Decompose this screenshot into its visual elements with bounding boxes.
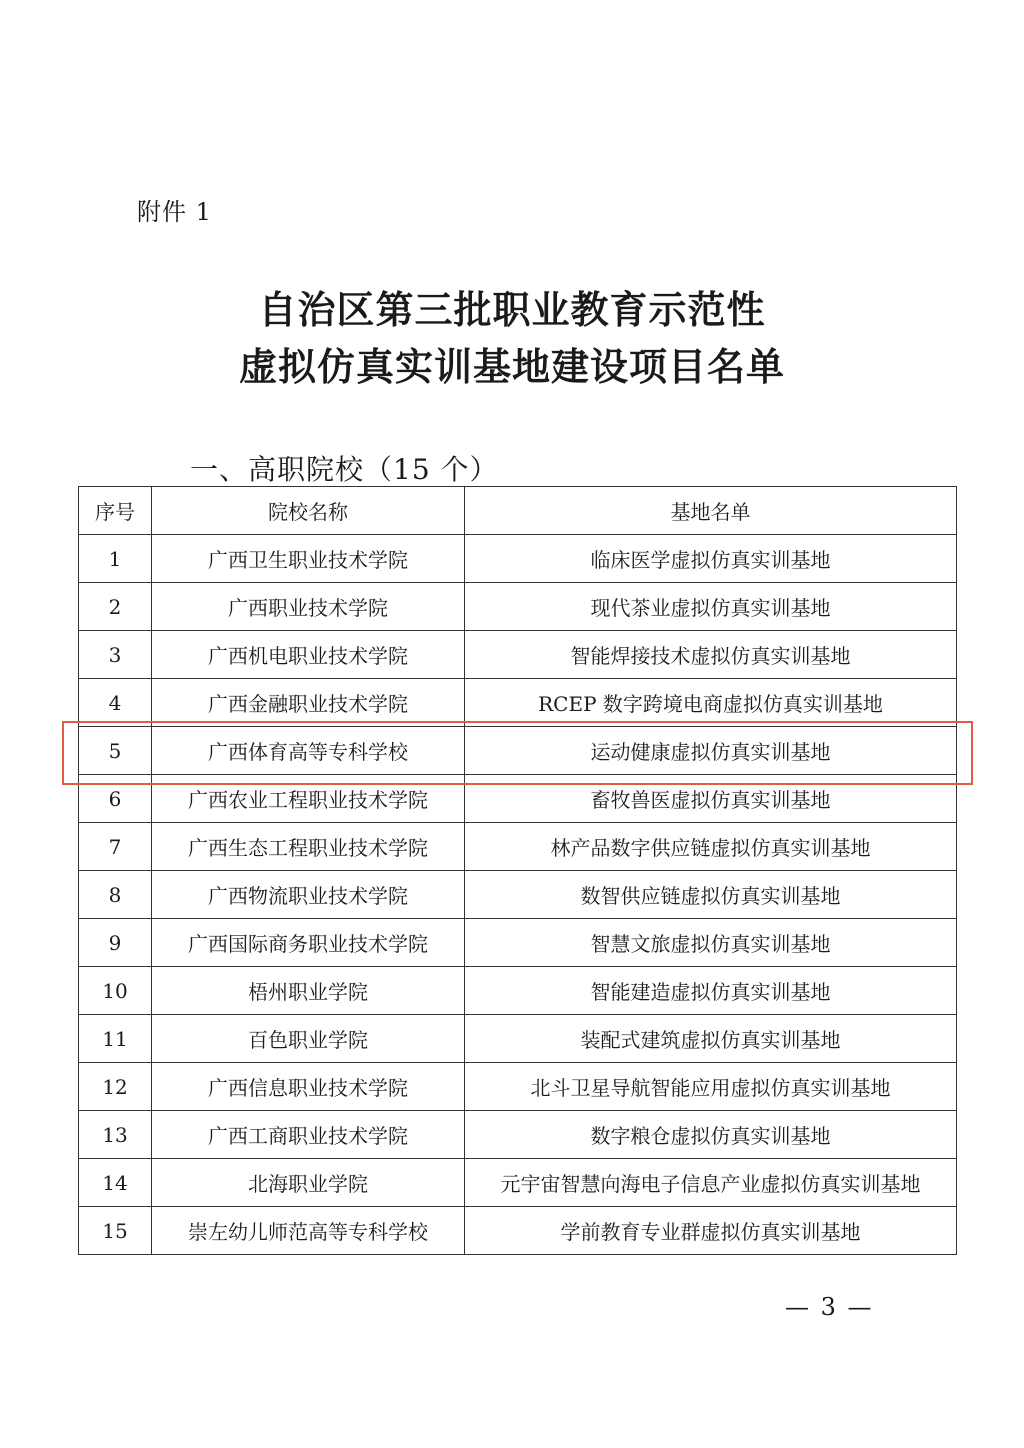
table-row xyxy=(79,1207,957,1255)
table-header-row xyxy=(79,487,957,535)
table-row xyxy=(79,1159,957,1207)
cell-serial-number: 10 xyxy=(79,967,152,1015)
cell-base-name: 北斗卫星导航智能应用虚拟仿真实训基地 xyxy=(465,1063,957,1111)
header-base-name: 基地名单 xyxy=(465,487,957,535)
cell-school-name: 广西机电职业技术学院 xyxy=(152,631,465,679)
table-row xyxy=(79,631,957,679)
cell-serial-number: 15 xyxy=(79,1207,152,1255)
cell-school-name: 广西物流职业技术学院 xyxy=(152,871,465,919)
cell-base-name: 林产品数字供应链虚拟仿真实训基地 xyxy=(465,823,957,871)
cell-serial-number: 5 xyxy=(79,727,152,775)
attachment-label: 附件 1 xyxy=(137,198,212,226)
cell-base-name: 智慧文旅虚拟仿真实训基地 xyxy=(465,919,957,967)
cell-base-name: RCEP 数字跨境电商虚拟仿真实训基地 xyxy=(465,679,957,727)
cell-serial-number: 9 xyxy=(79,919,152,967)
cell-base-name: 临床医学虚拟仿真实训基地 xyxy=(465,535,957,583)
cell-school-name: 崇左幼儿师范高等专科学校 xyxy=(152,1207,465,1255)
cell-base-name: 智能焊接技术虚拟仿真实训基地 xyxy=(465,631,957,679)
table-row xyxy=(79,823,957,871)
cell-school-name: 广西信息职业技术学院 xyxy=(152,1063,465,1111)
cell-serial-number: 14 xyxy=(79,1159,152,1207)
header-school-name: 院校名称 xyxy=(152,487,465,535)
cell-base-name: 智能建造虚拟仿真实训基地 xyxy=(465,967,957,1015)
cell-serial-number: 1 xyxy=(79,535,152,583)
cell-school-name: 百色职业学院 xyxy=(152,1015,465,1063)
cell-base-name: 元宇宙智慧向海电子信息产业虚拟仿真实训基地 xyxy=(465,1159,957,1207)
document-title-line-1: 自治区第三批职业教育示范性 xyxy=(258,287,766,332)
table-row xyxy=(79,1015,957,1063)
cell-school-name: 梧州职业学院 xyxy=(152,967,465,1015)
table-row xyxy=(79,535,957,583)
cell-base-name: 数智供应链虚拟仿真实训基地 xyxy=(465,871,957,919)
cell-serial-number: 2 xyxy=(79,583,152,631)
cell-school-name: 广西工商职业技术学院 xyxy=(152,1111,465,1159)
section-heading: 一、高职院校（15 个） xyxy=(190,453,499,486)
table-row xyxy=(79,583,957,631)
table-row xyxy=(79,1063,957,1111)
cell-serial-number: 7 xyxy=(79,823,152,871)
cell-base-name: 现代茶业虚拟仿真实训基地 xyxy=(465,583,957,631)
cell-serial-number: 6 xyxy=(79,775,152,823)
cell-school-name: 广西金融职业技术学院 xyxy=(152,679,465,727)
cell-school-name: 广西国际商务职业技术学院 xyxy=(152,919,465,967)
cell-school-name: 广西卫生职业技术学院 xyxy=(152,535,465,583)
cell-base-name: 数字粮仓虚拟仿真实训基地 xyxy=(465,1111,957,1159)
page-number: — 3 — xyxy=(785,1293,874,1321)
table-row xyxy=(79,967,957,1015)
cell-serial-number: 8 xyxy=(79,871,152,919)
cell-serial-number: 13 xyxy=(79,1111,152,1159)
cell-school-name: 广西农业工程职业技术学院 xyxy=(152,775,465,823)
cell-serial-number: 3 xyxy=(79,631,152,679)
cell-school-name: 北海职业学院 xyxy=(152,1159,465,1207)
highlight-box xyxy=(62,721,973,785)
table-row xyxy=(79,919,957,967)
cell-base-name: 畜牧兽医虚拟仿真实训基地 xyxy=(465,775,957,823)
cell-school-name: 广西职业技术学院 xyxy=(152,583,465,631)
header-serial-number: 序号 xyxy=(79,487,152,535)
table-row xyxy=(79,679,957,727)
document-title-line-2: 虚拟仿真实训基地建设项目名单 xyxy=(238,344,785,389)
cell-base-name: 学前教育专业群虚拟仿真实训基地 xyxy=(465,1207,957,1255)
cell-serial-number: 12 xyxy=(79,1063,152,1111)
table-row xyxy=(79,871,957,919)
cell-school-name: 广西生态工程职业技术学院 xyxy=(152,823,465,871)
cell-serial-number: 4 xyxy=(79,679,152,727)
cell-base-name: 运动健康虚拟仿真实训基地 xyxy=(465,727,957,775)
project-list-table xyxy=(78,486,957,1255)
cell-serial-number: 11 xyxy=(79,1015,152,1063)
cell-base-name: 装配式建筑虚拟仿真实训基地 xyxy=(465,1015,957,1063)
table-row xyxy=(79,1111,957,1159)
cell-school-name: 广西体育高等专科学校 xyxy=(152,727,465,775)
